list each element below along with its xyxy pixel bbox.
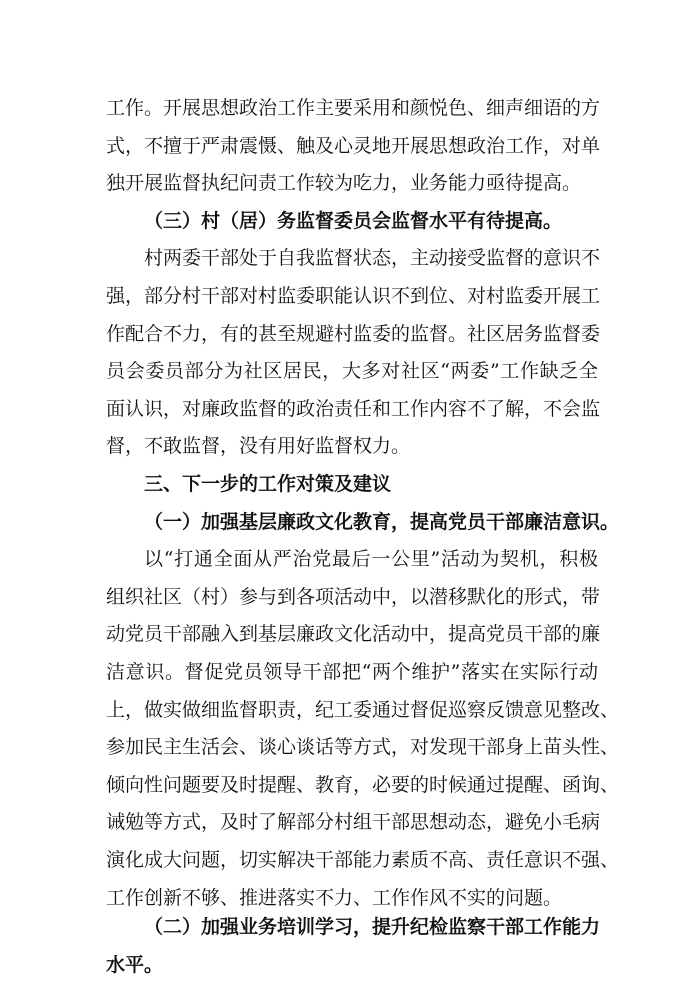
body-text-line: 动党员干部融入到基层廉政文化活动中，提高党员干部的廉	[106, 623, 601, 646]
body-text-line: 洁意识。督促党员领导干部把“两个维护”落实在实际行动	[106, 661, 598, 683]
body-text-line: 工作创新不够、推进落实不力、工作作风不实的问题。	[106, 886, 563, 909]
body-text-line: 参加民主生活会、谈心谈话等方式，对发现干部身上苗头性、	[106, 736, 620, 759]
body-text-line: 村两委干部处于自我监督状态，主动接受监督的意识不	[144, 247, 601, 270]
body-text-line: 工作。开展思想政治工作主要采用和颜悦色、细声细语的方	[106, 97, 601, 119]
body-text-line: 上，做实做细监督职责，纪工委通过督促巡察反馈意见整改、	[106, 698, 620, 721]
section-heading-2: （二）加强业务培训学习，提升纪检监察干部工作能力	[144, 916, 601, 939]
body-text-line: 独开展监督执纪问责工作较为吃力，业务能力亟待提高。	[106, 172, 582, 195]
body-text-line: 员会委员部分为社区居民，大多对社区“两委”工作缺乏全	[106, 360, 598, 383]
body-text-line: 面认识，对廉政监督的政治责任和工作内容不了解，不会监	[106, 397, 601, 420]
body-text-line: 强，部分村干部对村监委职能认识不到位、对村监委开展工	[106, 285, 601, 307]
section-heading-3: （三）村（居）务监督委员会监督水平有待提高。	[144, 209, 563, 232]
section-heading-main: 三、下一步的工作对策及建议	[144, 473, 392, 495]
body-text-line: 式，不擅于严肃震慑、触及心灵地开展思想政治工作，对单	[106, 134, 601, 157]
body-text-line: 组织社区（村）参与到各项活动中，以潜移默化的形式，带	[106, 585, 601, 608]
body-text-line: 督，不敢监督，没有用好监督权力。	[106, 435, 411, 458]
section-heading-2-cont: 水平。	[106, 953, 164, 976]
body-text-line: 演化成大问题，切实解决干部能力素质不高、责任意识不强、	[106, 849, 620, 871]
body-text-line: 作配合不力，有的甚至规避村监委的监督。社区居务监督委	[106, 322, 601, 345]
body-text-line: 倾向性问题要及时提醒、教育，必要的时候通过提醒、函询、	[106, 773, 620, 796]
body-text-line: 以“打通全面从严治党最后一公里”活动为契机，积极	[144, 548, 598, 571]
body-text-line: 诫勉等方式，及时了解部分村组干部思想动态，避免小毛病	[106, 811, 601, 834]
section-heading-1: （一）加强基层廉政文化教育，提高党员干部廉洁意识。	[144, 510, 620, 533]
